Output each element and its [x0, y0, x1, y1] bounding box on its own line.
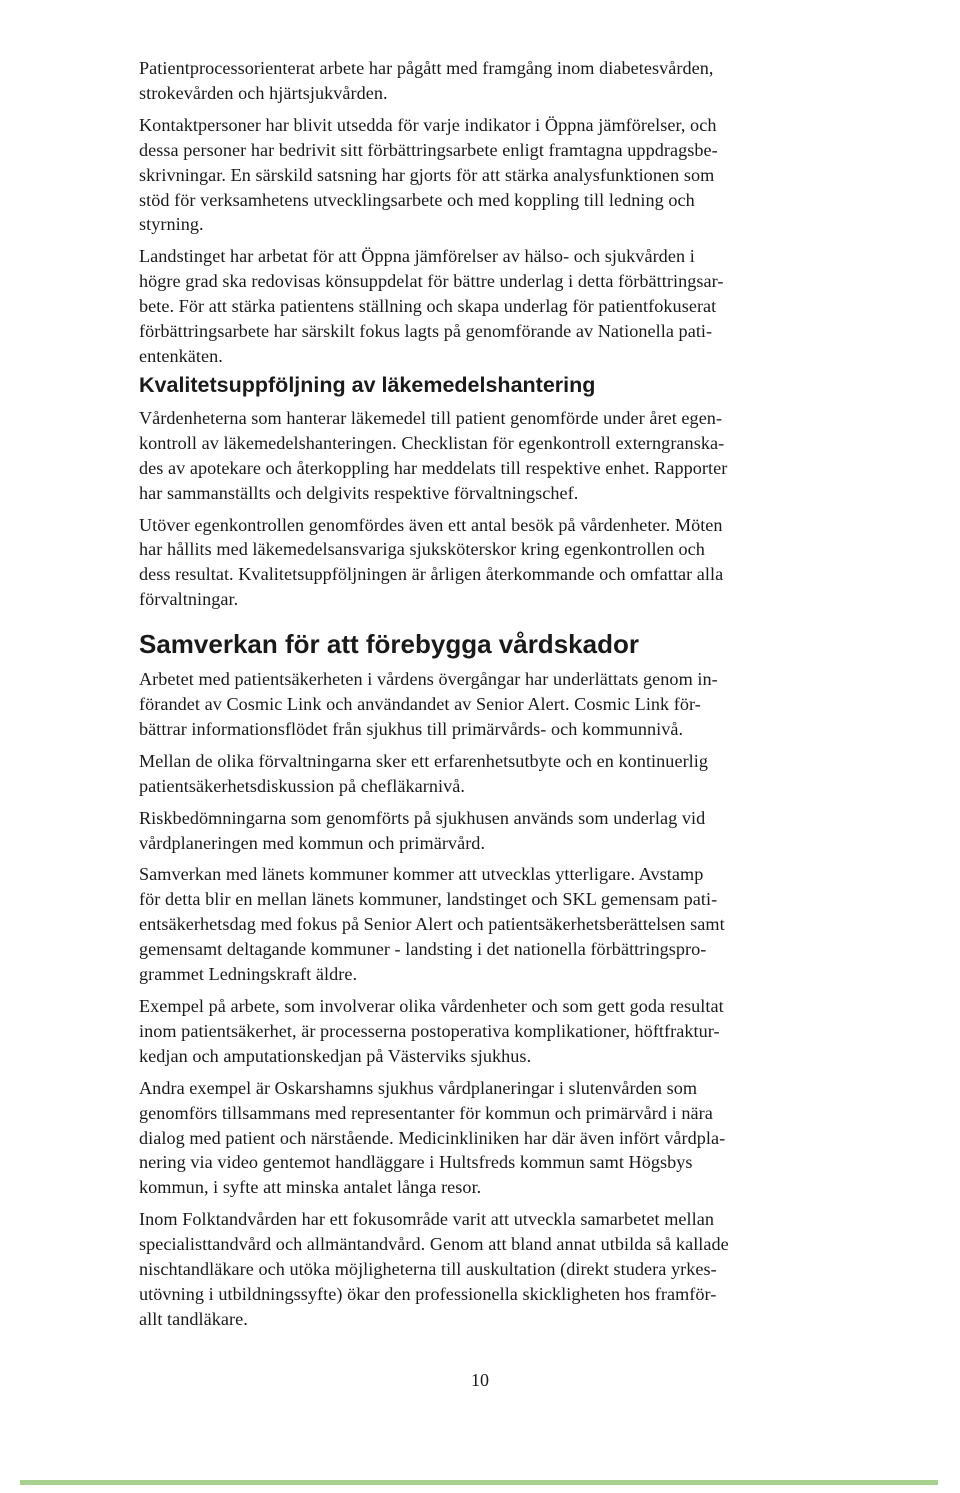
- text-line: dess resultat. Kvalitetsuppföljningen är årligen återkommande och omfattar alla: [139, 564, 724, 585]
- text-line: styrning.: [139, 214, 204, 235]
- paragraph: [139, 513, 844, 613]
- text-line: kommun, i syfte att minska antalet långa resor.: [139, 1177, 482, 1198]
- text-line: grammet Ledningskraft äldre.: [139, 964, 358, 985]
- paragraph: [139, 749, 844, 799]
- text-line: kontroll av läkemedelshanteringen. Checklistan för egenkontroll externgranska-: [139, 432, 725, 453]
- text-line: bättrar informationsflödet från sjukhus till primärvårds- och kommunnivå.: [139, 718, 684, 739]
- paragraph-gap: [139, 1069, 844, 1076]
- text-line: förbättringsarbete har särskilt fokus lagts på genomförande av Nationella pati-: [139, 321, 713, 342]
- text-line: allt tandläkare.: [139, 1308, 248, 1329]
- page-number: 10: [471, 1370, 489, 1390]
- subsection-heading: Kvalitetsuppföljning av läkemedelshantering: [139, 372, 596, 397]
- text-line: Landstinget har arbetat för att Öppna jämförelser av hälso- och sjukvården i: [139, 246, 695, 267]
- text-line: Inom Folktandvården har ett fokusområde varit att utveckla samarbetet mellan: [139, 1209, 714, 1230]
- paragraph: [139, 667, 844, 742]
- text-line: Vårdenheterna som hanterar läkemedel till patient genomförde under året egen-: [139, 407, 723, 428]
- text-line: Kontaktpersoner har blivit utsedda för varje indikator i Öppna jämförelser, och: [139, 114, 717, 135]
- paragraph: [139, 1076, 844, 1201]
- text-line: bete. För att stärka patientens ställning och skapa underlag för patientfokuserat: [139, 296, 717, 317]
- text-line: gemensamt deltagande kommuner - landsting i det nationella förbättringspro-: [139, 939, 707, 960]
- text-line: Arbetet med patientsäkerheten i vårdens övergångar har underlättats genom in-: [139, 669, 718, 690]
- paragraph: [139, 113, 844, 238]
- text-line: Patientprocessorienterat arbete har pågått med framgång inom diabetesvården,: [139, 58, 714, 78]
- text-line: entenkäten.: [139, 345, 223, 366]
- paragraph: [139, 806, 844, 856]
- paragraph-gap: [139, 506, 844, 513]
- paragraph: [139, 56, 844, 106]
- text-line: dessa personer har bedrivit sitt förbättringsarbete enligt framtagna uppdragsbe-: [139, 139, 718, 160]
- paragraph: [139, 406, 844, 506]
- text-line: dialog med patient och närstående. Medicinkliniken har där även infört vårdpla-: [139, 1127, 726, 1148]
- paragraph-gap: [139, 987, 844, 994]
- text-line: specialisttandvård och allmäntandvård. Genom att bland annat utbilda så kallade: [139, 1234, 729, 1255]
- text-line: nischtandläkare och utöka möjligheterna till auskultation (direkt studera yrkes-: [139, 1259, 717, 1280]
- text-line: strokevården och hjärtsjukvården.: [139, 82, 388, 103]
- paragraph-gap: [139, 237, 844, 244]
- text-line: Samverkan med länets kommuner kommer att utvecklas ytterligare. Avstamp: [139, 864, 704, 885]
- text-line: inom patientsäkerhet, är processerna postoperativa komplikationer, höftfraktur-: [139, 1020, 720, 1041]
- text-line: Andra exempel är Oskarshamns sjukhus vårdplaneringar i slutenvården som: [139, 1077, 698, 1098]
- text-line: patientsäkerhetsdiskussion på chefläkarnivå.: [139, 775, 465, 796]
- text-line: Utöver egenkontrollen genomfördes även ett antal besök på vårdenheter. Möten: [139, 514, 723, 535]
- paragraph-gap: [139, 855, 844, 862]
- text-line: nering via video gentemot handläggare i Hultsfreds kommun samt Högsbys: [139, 1152, 693, 1173]
- text-line: skrivningar. En särskild satsning har gjorts för att stärka analysfunktionen som: [139, 164, 715, 185]
- section-heading: Samverkan för att förebygga vårdskador: [139, 629, 639, 660]
- text-line: utövning i utbildningssyfte) ökar den professionella skickligheten hos framför-: [139, 1283, 717, 1304]
- text-line: Mellan de olika förvaltningarna sker ett erfarenhetsutbyte och en kontinuerlig: [139, 750, 709, 771]
- text-line: förandet av Cosmic Link och användandet av Senior Alert. Cosmic Link för-: [139, 694, 701, 715]
- paragraph: [139, 1207, 844, 1332]
- paragraph-gap: [139, 799, 844, 806]
- text-line: har sammanställts och delgivits respektive förvaltningschef.: [139, 482, 579, 503]
- footer-rule: [20, 1480, 938, 1485]
- text-line: Exempel på arbete, som involverar olika vårdenheter och som gett goda resultat: [139, 996, 724, 1016]
- text-line: Riskbedömningarna som genomförts på sjukhusen används som underlag vid: [139, 807, 706, 828]
- paragraph: [139, 994, 844, 1069]
- text-line: des av apotekare och återkoppling har meddelats till respektive enhet. Rapporter: [139, 457, 728, 478]
- text-line: genomförs tillsammans med representanter för kommun och primärvård i nära: [139, 1102, 713, 1123]
- paragraph-gap: [139, 106, 844, 113]
- text-line: högre grad ska redovisas könsuppdelat för bättre underlag i detta förbättringsar-: [139, 271, 724, 292]
- paragraph-gap: [139, 1200, 844, 1207]
- paragraph-gap: [139, 742, 844, 749]
- paragraph: [139, 244, 844, 369]
- paragraph: [139, 862, 844, 987]
- text-line: stöd för verksamhetens utvecklingsarbete och med koppling till ledning och: [139, 189, 695, 210]
- text-line: har hållits med läkemedelsansvariga sjuksköterskor kring egenkontrollen och: [139, 539, 705, 560]
- text-line: kedjan och amputationskedjan på Västerviks sjukhus.: [139, 1045, 532, 1066]
- text-line: entsäkerhetsdag med fokus på Senior Alert och patientsäkerhetsberättelsen samt: [139, 914, 725, 935]
- text-line: förvaltningar.: [139, 589, 239, 610]
- text-line: för detta blir en mellan länets kommuner, landstinget och SKL gemensam pati-: [139, 889, 718, 910]
- text-line: vårdplaneringen med kommun och primärvård.: [139, 832, 486, 853]
- document-body: [139, 56, 844, 1332]
